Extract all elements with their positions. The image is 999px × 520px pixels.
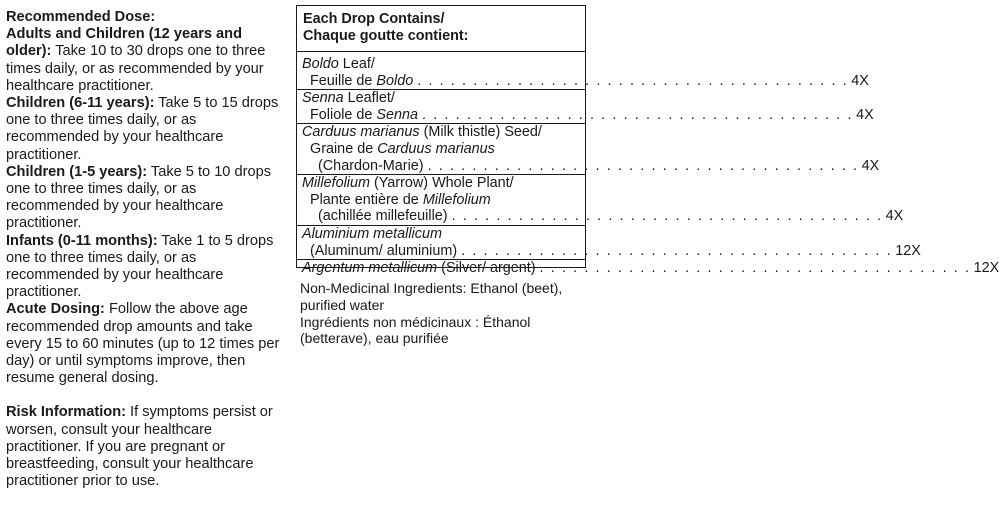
ingredient-aluminium: Aluminium metallicum (Aluminum/ aluminium) . . . . . . . . . . . . . . . . . . . . . . . . . . . . . . . . . . . . . . . 12X	[297, 226, 585, 260]
ingredients-box	[296, 5, 999, 277]
ingredient-carduus: Carduus marianus (Milk thistle) Seed/ Graine de Carduus marianus (Chardon-Marie) . . . . . . . . . . . . . . . . . . . . . . . . . . . . . . . . . . . . . . . 4X	[297, 124, 585, 175]
ingredient-boldo: Boldo Leaf/ Feuille de Boldo . . . . . . . . . . . . . . . . . . . . . . . . . . . . . . . . . . . . . . . 4X	[297, 56, 585, 90]
potency: 4X	[851, 72, 869, 89]
potency: 12X	[973, 260, 999, 277]
potency: 4X	[885, 208, 904, 225]
children-dose: Children (6-11 years): Take 5 to 15 drops one to three times daily, or as recommended by your healthcare practitioner.	[6, 95, 279, 163]
non-medicinal-ingredients	[300, 280, 590, 347]
infants-dose: Infants (0-11 months): Take 1 to 5 drops one to three times daily, or as recommended by your healthcare practitioner.	[6, 232, 274, 301]
ingredient-senna: Senna Leaflet/ Foliole de Senna . . . . . . . . . . . . . . . . . . . . . . . . . . . . . . . . . . . . . . . 4X	[297, 90, 585, 124]
young-children-dose: Children (1-5 years): Take 5 to 10 drops one to three times daily, or as recommended by your healthcare practitioner.	[6, 163, 271, 232]
potency: 4X	[861, 157, 880, 174]
ingredient-millefolium: Millefolium (Yarrow) Whole Plant/ Plante entière de Millefolium (achillée millefeuille) . . . . . . . . . . . . . . . . . . . . . . . . . . . . . . . . . . . . . . . 4X	[297, 175, 585, 226]
adults-dose: Adults and Children (12 years and older): Take 10 to 30 drops one to three times daily, or as recommended by your healthcare practitioner.	[6, 26, 266, 94]
recommended-dose-heading: Recommended Dose:	[6, 9, 156, 25]
potency: 12X	[895, 242, 921, 259]
non-medicinal-en: Non-Medicinal Ingredients: Ethanol (beet), purified water	[300, 280, 563, 313]
ingredients-heading: Each Drop Contains/ Chaque goutte contient:	[297, 6, 585, 52]
potency: 4X	[856, 106, 874, 123]
acute-dosing: Acute Dosing: Follow the above age recommended drop amounts and take every 15 to 60 minutes (up to 12 times per day) or until symptoms improve, then resume general dosing.	[6, 301, 280, 387]
risk-information: Risk Information: If symptoms persist or worsen, consult your healthcare practitioner. If you are pregnant or breastfeeding, consult your healthcare practitioner prior to use.	[6, 404, 273, 490]
ingredient-argentum: Argentum metallicum (Silver/ argent) . . . . . . . . . . . . . . . . . . . . . . . . . . . . . . . . . . . . . . . 12X	[302, 260, 999, 277]
dosing-section	[6, 9, 284, 490]
non-medicinal-fr: Ingrédients non médicinaux : Éthanol (betterave), eau purifiée	[300, 313, 531, 347]
